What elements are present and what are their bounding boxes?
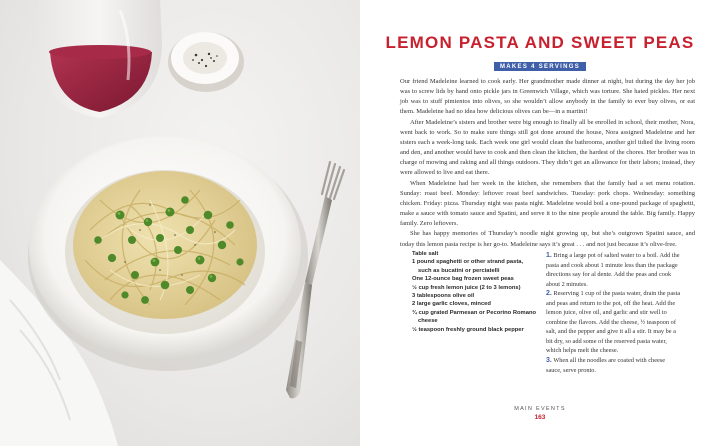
servings-badge: MAKES 4 SERVINGS: [494, 62, 586, 71]
servings-badge-wrap: [360, 55, 720, 73]
step-text: When all the noodles are coated with cheese sauce, serve pronto.: [546, 357, 666, 374]
ingredient-item: ¾ cup grated Parmesan or Pecorino Romano cheese: [412, 309, 537, 325]
intro-paragraph: After Madeleine’s sisters and brother were big enough to finally all be enrolled in school, their mother, Nora, went back to work. So to make sure things still got done around the house, Nora assigned Madeleine and her sisters each a week-long task. Each week one girl would clean the bathrooms, another girl tidied the living room and den, and another would have to cook and then clean the kitchen, the hardest of the chores. Her brother was in charge of mowing and raking and all things outdoors. They didn’t get an allowance for their labors; instead, they were allowed to live and eat there.: [400, 118, 695, 177]
wine-glass: [36, 0, 162, 118]
ingredient-item: 3 tablespoons olive oil: [412, 293, 475, 300]
method-steps: [546, 251, 682, 375]
ingredient-item: ½ teaspoon freshly ground black pepper: [412, 326, 524, 333]
method-step: [546, 251, 682, 289]
ingredient-item: 2 large garlic cloves, minced: [412, 301, 491, 308]
intro-paragraph: Our friend Madeleine learned to cook early. Her grandmother made dinner at night, but during the day her job was to screw lids by hand onto pickle jars in Greenwich Village, which was torture. She hated pickles. Her next job was to stuff pimientos into olives, so she wouldn’t allow anybody in the family to ever buy olives, or eat them. Madeleine had no idea how delicious olives can be—in a martini!: [400, 78, 695, 116]
recipe-intro: [400, 77, 695, 250]
pasta-plate: [28, 136, 308, 371]
ingredients-list: [412, 250, 537, 334]
method-step: [546, 289, 682, 356]
ingredient-item: ½ cup fresh lemon juice (2 to 3 lemons): [412, 284, 521, 291]
ingredient-item: One 12-ounce bag frozen sweet peas: [412, 276, 514, 283]
recipe-title: LEMON PASTA AND SWEET PEAS: [385, 33, 695, 52]
recipe-page: [360, 0, 720, 446]
step-number: 1.: [546, 252, 552, 259]
method-step: [546, 356, 682, 375]
step-text: Bring a large pot of salted water to a boil. Add the pasta and cook about 1 minute less than the package directions say for al dente. Add the peas and cook about 2 minutes.: [546, 252, 680, 288]
ingredient-item: Table salt: [412, 251, 439, 257]
pepper-dish: [168, 32, 244, 92]
intro-paragraph: She has happy memories of Thursday’s noodle night growing up, but she’s outgrown Spatini sauce, and today this lemon pasta recipe is her go-to. Madeleine says it’s great . . . and not just because it’s olive-free.: [400, 230, 695, 248]
step-number: 2.: [546, 290, 552, 298]
page-number: 163: [534, 414, 546, 421]
ingredient-item: 1 pound spaghetti or other strand pasta, such as bucatini or perciatelli: [412, 259, 524, 274]
step-text: Reserving 1 cup of the pasta water, drain the pasta and peas and return to the pot, off the heat. Add the lemon juice, olive oil, and garlic and stir well to combine the flavors. Add the cheese, ½ teaspoon of salt, and the pepper and give it all a stir. It may be a bit dry, so add some of the reserved pasta water, which helps melt the cheese.: [546, 290, 681, 355]
section-footer: MAIN EVENTS: [514, 406, 566, 412]
step-number: 3.: [546, 357, 552, 365]
intro-paragraph: When Madeleine had her week in the kitchen, she remembers that the family had a set menu rotation. Sunday: roast beef. Monday: leftover roast beef sandwiches. Tuesday: pork chops. Wednesday: something chicken. Friday: pizza. Thursday night was pasta night. Madeleine would boil a one-pound package of spaghetti, make a sauce with tomato sauce and Spatini, and serve it to the nine people around the table. Big family. Happy family. Zero leftovers.: [400, 179, 695, 228]
